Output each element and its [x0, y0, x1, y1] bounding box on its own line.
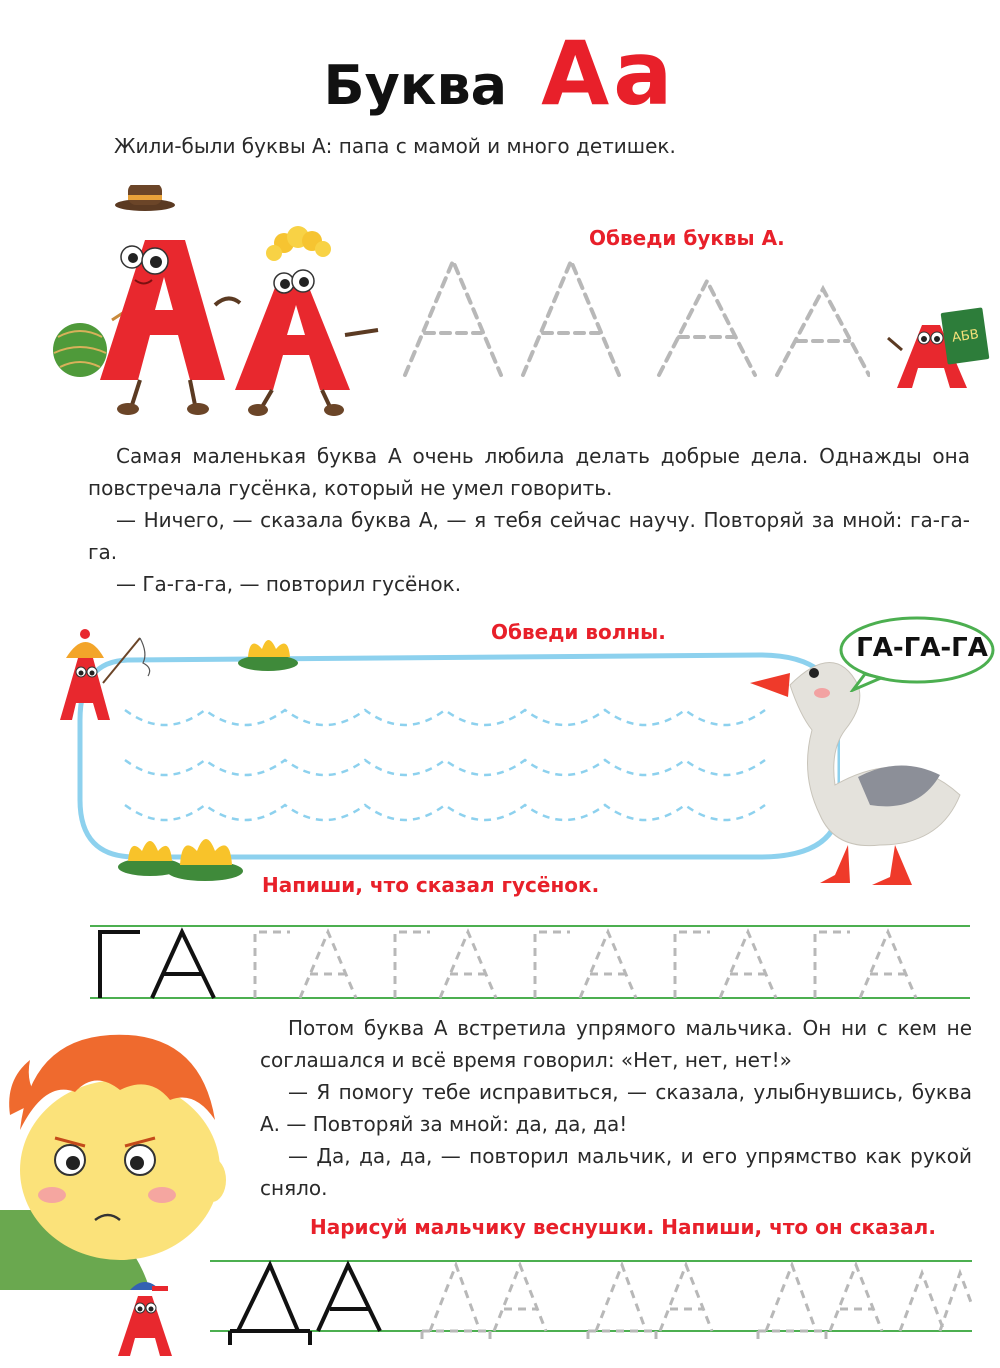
story-1-line-3: — Га-га-га, — повторил гусёнок. [116, 572, 462, 596]
letter-a-with-cap-illustration [110, 1268, 180, 1363]
trace-letter-a-2[interactable] [523, 261, 619, 375]
pond-outline [80, 655, 840, 857]
boy-illustration [0, 1020, 240, 1290]
task-trace-waves: Обведи волны. [491, 620, 666, 644]
title-letters: Аа [541, 22, 677, 125]
trace-letter-a-3[interactable] [659, 281, 755, 375]
water-lily-icon [248, 640, 290, 657]
fishing-letter-a-illustration [48, 628, 168, 728]
page-title [0, 22, 1000, 125]
letter-a-with-book-illustration [882, 300, 992, 395]
sample-ga [100, 932, 214, 998]
sample-da [230, 1265, 380, 1345]
intro-text: Жили-были буквы А: папа с мамой и много детишек. [114, 134, 676, 158]
task-write-gosling: Напиши, что сказал гусёнок. [262, 873, 600, 897]
story-2-line-1: Потом буква А встретила упрямого мальчика. Он ни с кем не соглашался и всё время говорил: «Нет, нет, нет!» [260, 1016, 972, 1072]
writing-line-ga[interactable] [90, 920, 970, 1005]
story-1-line-1: Самая маленькая буква А очень любила делать добрые дела. Однажды она повстречала гусёнка, который не умел говорить. [88, 444, 970, 500]
trace-ga[interactable] [255, 932, 916, 998]
trace-letter-a-4[interactable] [777, 289, 869, 375]
story-2-line-2: — Я помогу тебе исправиться, — сказала, улыбнувшись, буква А. — Повторяй за мной: да, да, да! [260, 1080, 972, 1136]
goose-speech-text: ГА-ГА-ГА [856, 633, 988, 663]
trace-letters-area[interactable] [395, 255, 870, 380]
story-2 [260, 1012, 972, 1204]
writing-line-da[interactable] [210, 1255, 972, 1350]
task-trace-letters: Обведи буквы А. [589, 226, 785, 250]
story-1-line-2: — Ничего, — сказала буква А, — я тебя сейчас научу. Повторяй за мной: га-га-га. [88, 508, 970, 564]
book-label: АБВ [951, 327, 980, 346]
letter-a-family-illustration [40, 185, 390, 425]
trace-letter-a-1[interactable] [405, 261, 501, 375]
task-freckles-write: Нарисуй мальчику веснушки. Напиши, что он сказал. [310, 1215, 936, 1239]
title-word: Буква [323, 54, 508, 117]
story-2-line-3: — Да, да, да, — повторил мальчик, и его упрямство как рукой сняло. [260, 1144, 972, 1200]
story-1 [88, 440, 970, 600]
